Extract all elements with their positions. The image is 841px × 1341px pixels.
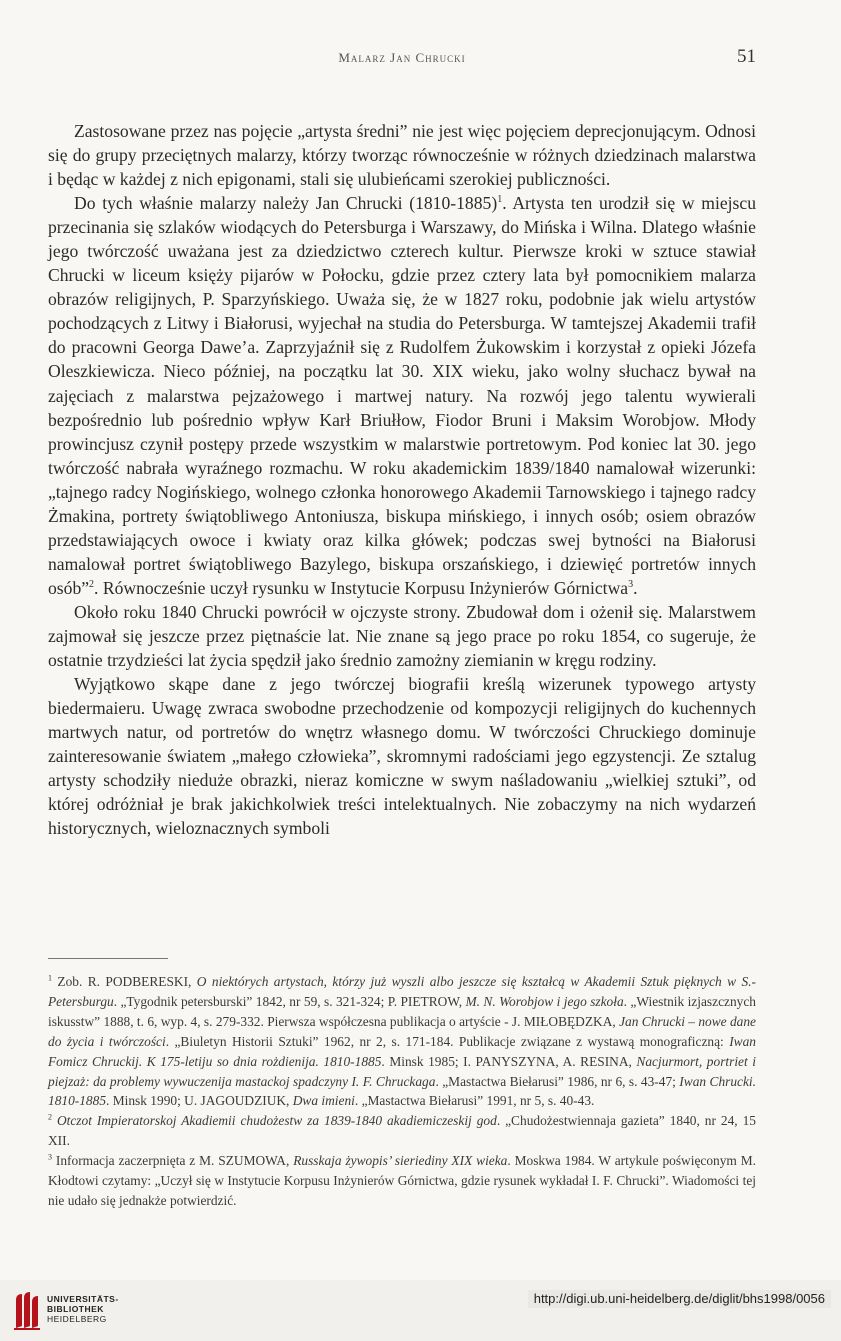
footnote-ref-3[interactable]: 3: [628, 579, 634, 591]
footnote-text: . „Chudożestwiennaja gazieta” 1840, nr 24, 15 XII.: [48, 1113, 756, 1149]
footnote-text: Zob. R. PODBERESKI,: [52, 974, 197, 989]
library-name-line-3: HEIDELBERG: [47, 1314, 107, 1324]
footnote-1-number: 1: [48, 973, 52, 983]
footnote-title: Iwan Fomicz Chruckij. K 175-letiju so dnia rożdienija. 1810-1885: [48, 1033, 756, 1069]
footnote-ref-2[interactable]: 2: [89, 579, 95, 591]
footnote-2-number: 2: [48, 1112, 52, 1122]
paragraph-2-part-b: . Artysta ten urodził się w miejscu przecinania się szlaków wiodących do Petersburga i Warszawy, do Mińska i Wilna. Dlatego właśnie jego twórczość uważana jest za dziedzictwo czterech kultur. Pierwsze kroki w sztuce stawiał Chrucki w liceum księży pijarów w Połocku, gdzie przez cztery lata był pomocnikiem malarza obrazów religijnych, P. Sparzyńskiego. Uważa się, że w 1827 roku, podobnie jak wielu artystów pochodzących z Litwy i Białorusi, wyjechał na studia do Petersburga. W tamtejszej Akademii trafił do pracowni Georga Dawe’a. Zaprzyjaźnił się z Rudolfem Żukowskim i korzystał z opieki Józefa Oleszkiewicza. Nieco później, na początku lat 30. XIX wieku, jako wolny słuchacz bywał na zajęciach z malarstwa pejzażowego i martwej natury. Na rozwój jego talentu wywierali bezpośrednio lub pośrednio wpływ Karł Briułłow, Fiodor Bruni i Maksim Worobjow. Młody prowincjusz czynił postępy przede wszystkim w malarstwie portretowym. Pod koniec lat 30. jego twórczość nabrała wyraźnego rozmachu. W roku akademickim 1839/1840 namalował wizerunki: „tajnego radcy Nogińskiego, wolnego członka honorowego Akademii Tarnowskiego i tajnego radcy Żmakina, portrety świątobliwego Antoniusza, biskupa mińskiego, i innych osób; osiem obrazów przedstawiających owoce i kwiaty oraz kilka główek; podczas swej bytności na Białorusi namalował portret świątobliwego Bazylego, biskupa orszańskiego, i dziewięć portretów innych osób”: [48, 193, 756, 598]
page-number: 51: [737, 46, 756, 67]
paragraph-4: Wyjątkowo skąpe dane z jego twórczej biografii kreślą wizerunek typowego artysty biedermaieru. Uwagę zwraca swobodne przechodzenie od kompozycji religijnych do kuchennych martwych natur, od portretów do wnętrz własnego domu. W twórczości Chruckiego dominuje zainteresowanie światem „małego człowieka”, skromnymi radościami jego egzystencji. Ze sztalug artysty schodziły nieduże obrazki, nieraz komiczne w swym naśladowaniu „wielkiej sztuki”, od której odróżniał je brak jakichkolwiek treści intelektualnych. Nie zobaczymy na nich wydarzeń historycznych, wieloznacznych symboli: [48, 674, 756, 839]
footnote-divider: [48, 958, 168, 959]
library-name[interactable]: [47, 1294, 119, 1324]
footnote-text: . „Mastactwa Biełarusi” 1986, nr 6, s. 43-47;: [435, 1073, 680, 1089]
footnote-ref-1[interactable]: 1: [497, 194, 503, 206]
footnote-text: . „Mastactwa Biełarusi” 1991, nr 5, s. 40-43.: [354, 1093, 595, 1109]
running-title: Malarz Jan Chrucki: [338, 50, 466, 65]
footnote-title: Jan Chrucki – nowe dane do życia i twórczości: [48, 1013, 757, 1049]
paragraph-2: [48, 191, 756, 600]
footnote-title: Nacjurmort, portriet i piejzaż: da problemy wywuczenija mastackoj spadczyny I. F. Chruckaga: [48, 1053, 756, 1089]
footnote-text: . Minsk 1985; I. PANYSZYNA, A. RESINA,: [381, 1053, 637, 1069]
footnote-text: . Moskwa 1984. W artykule poświęconym M. Kłodtowi czytamy: „Uczył się w Instytucie Korpusu Inżynierów Górnictwa, gdzie rysunek wykładał I. F. Chrucki”. Wiadomości tej nie udało się jednakże potwierdzić.: [48, 1153, 756, 1208]
footnote-1: [48, 972, 756, 1111]
paragraph-1: Zastosowane przez nas pojęcie „artysta średni” nie jest więc pojęciem deprecjonującym. Odnosi się do grupy przeciętnych malarzy, którzy tworząc równocześnie w różnych dziedzinach malarstwa i będąc w każdej z nich epigonami, stali się ulubieńcami szerokiej publiczności.: [48, 121, 756, 190]
main-text: [48, 119, 756, 840]
footnote-text: . „Biuletyn Historii Sztuki” 1962, nr 2, s. 171-184. Publikacje związane z wystawą monograficzną:: [165, 1033, 730, 1049]
footnote-text: . „Tygodnik petersburski” 1842, nr 59, s. 321-324; P. PIETROW,: [113, 993, 466, 1009]
footnote-3: [48, 1151, 756, 1211]
ub-heidelberg-logo-icon[interactable]: [12, 1290, 42, 1332]
footnotes: [48, 972, 756, 1211]
footnote-title: Iwan Chrucki. 1810-1885: [48, 1073, 756, 1109]
viewer-footer: [0, 1280, 841, 1341]
footnote-2: [48, 1111, 756, 1151]
paragraph-2-part-a: Do tych właśnie malarzy należy Jan Chrucki (1810-1885): [74, 193, 498, 214]
running-head: [48, 46, 756, 70]
footnote-3-number: 3: [48, 1152, 52, 1162]
paragraph-2-part-c: . Równocześnie uczył rysunku w Instytucie Korpusu Inżynierów Górnictwa: [94, 577, 629, 598]
footnote-text: Informacja zaczerpnięta z M. SZUMOWA,: [52, 1153, 294, 1169]
permalink-url[interactable]: http://digi.ub.uni-heidelberg.de/diglit/bhs1998/0056: [528, 1290, 831, 1308]
library-name-line-1: UNIVERSITÄTS-: [47, 1294, 119, 1304]
library-name-line-2: BIBLIOTHEK: [47, 1304, 104, 1314]
footnote-title: O niektórych artystach, którzy już wyszli albo jeszcze się kształcą w Akademii Sztuk pięknych w S.-Petersburgu: [48, 974, 756, 1009]
footnote-title: Otczot Impieratorskoj Akadiemii chudożestw za 1839-1840 akadiemiczeskij god: [56, 1113, 497, 1129]
paragraph-2-part-d: .: [633, 577, 638, 598]
footnote-text: . „Wiestnik izjaszcznych iskusstw” 1888, t. 6, wyp. 4, s. 279-332. Pierwsza współczesna publikacja o artyście - J. MIŁOBĘDZKA,: [48, 993, 756, 1029]
footnote-text: . Minsk 1990; U. JAGOUDZIUK,: [106, 1093, 293, 1109]
footnote-title: Russkaja żywopis’ sieriediny XIX wieka: [293, 1153, 508, 1169]
footnote-title: Dwa imieni: [292, 1093, 355, 1109]
footnote-title: M. N. Worobjow i jego szkoła: [465, 993, 624, 1009]
paragraph-3: Około roku 1840 Chrucki powrócił w ojczyste strony. Zbudował dom i ożenił się. Malarstwem zajmował się jeszcze przez piętnaście lat. Nie znane są jego prace po roku 1854, co sugeruje, że ostatnie trzydzieści lat życia spędził jako średnio zamożny ziemianin w kręgu rodziny.: [48, 601, 756, 671]
